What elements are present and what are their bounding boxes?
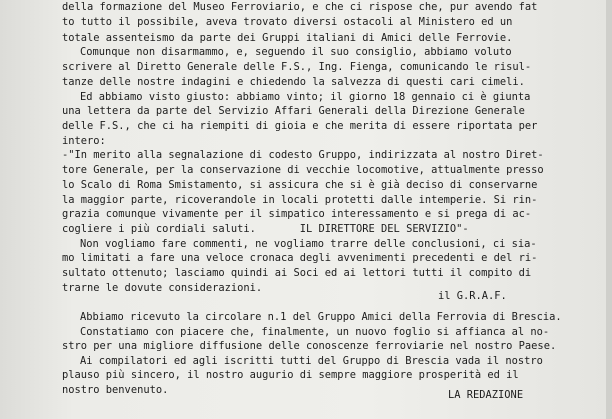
text-line: intero: [62,135,106,147]
quoted-letter-line: grazia comunque vivamente per il simpatico interessamento e si prega di ac- [62,208,532,220]
text-line: scrivere al Diretto Generale delle F.S., Ing. Fienga, comunicando le risul- [62,61,532,73]
text-line: mo limitati a fare una veloce cronaca degli avvenimenti precedenti e del ri- [62,252,538,264]
text-line: Non vogliamo fare commenti, ne vogliamo trarre delle conclusioni, ci sia- [80,238,537,250]
text-line: Abbiamo ricevuto la circolare n.1 del Gruppo Amici della Ferrovia di Brescia. [80,311,562,323]
text-line: nostro benvenuto. [62,384,169,396]
quoted-letter-line: -"In merito alla segnalazione di codesto Gruppo, indirizzata al nostro Diret- [62,149,544,161]
signature-redazione: LA REDAZIONE [448,389,524,401]
text-line: Ed abbiamo visto giusto: abbiamo vinto; il giorno 18 gennaio ci è giunta [80,91,531,103]
text-line: to tutto il possibile, aveva trovato diversi ostacoli al Ministero ed un [62,16,513,28]
text-line: totale assenteismo da parte dei Gruppi italiani di Amici delle Ferrovie. [62,32,513,44]
text-line: Constatiamo con piacere che, finalmente, un nuovo foglio si affianca al no- [80,326,550,338]
text-line: stro per una migliore diffusione delle conoscenze ferroviarie nel nostro Paese. [62,340,557,352]
signature-graf: il G.R.A.F. [438,290,507,302]
page-edge-shadow [606,0,612,419]
text-line: trarne le dovute considerazioni. [62,282,263,294]
quoted-letter-line: lo Scalo di Roma Smistamento, si assicura che si è già deciso di conservarne [62,179,538,191]
text-line: delle F.S., che ci ha riempiti di gioia e che merita di essere riportata per [62,120,538,132]
text-line: plauso più sincero, il nostro augurio di sempre maggiore prosperità ed il [62,369,519,381]
text-line: Comunque non disarmammo, e, seguendo il suo consiglio, abbiamo voluto [80,46,512,58]
text-line: Ai compilatori ed agli iscritti tutti del Gruppo di Brescia vada il nostro [80,355,543,367]
text-line: della formazione del Museo Ferroviario, e che ci rispose che, pur avendo fat [62,1,538,13]
text-line: sultato ottenuto; lasciamo quindi ai Soci ed ai lettori tutti il compito di [62,267,532,279]
quoted-letter-line: cogliere i più cordiali saluti. IL DIRETTORE DEL SERVIZIO"- [62,223,469,235]
quoted-letter-line: tore Generale, per la conservazione di vecchie locomotive, attualmente presso [62,164,544,176]
text-line: tanze delle nostre indagini e chiedendo la salvezza di questi cari cimeli. [62,76,525,88]
text-line: una lettera da parte del Servizio Affari Generali della Direzione Generale [62,105,525,117]
quoted-letter-line: la maggior parte, ricoverandole in locali protetti dalle intemperie. Si rin- [62,194,538,206]
